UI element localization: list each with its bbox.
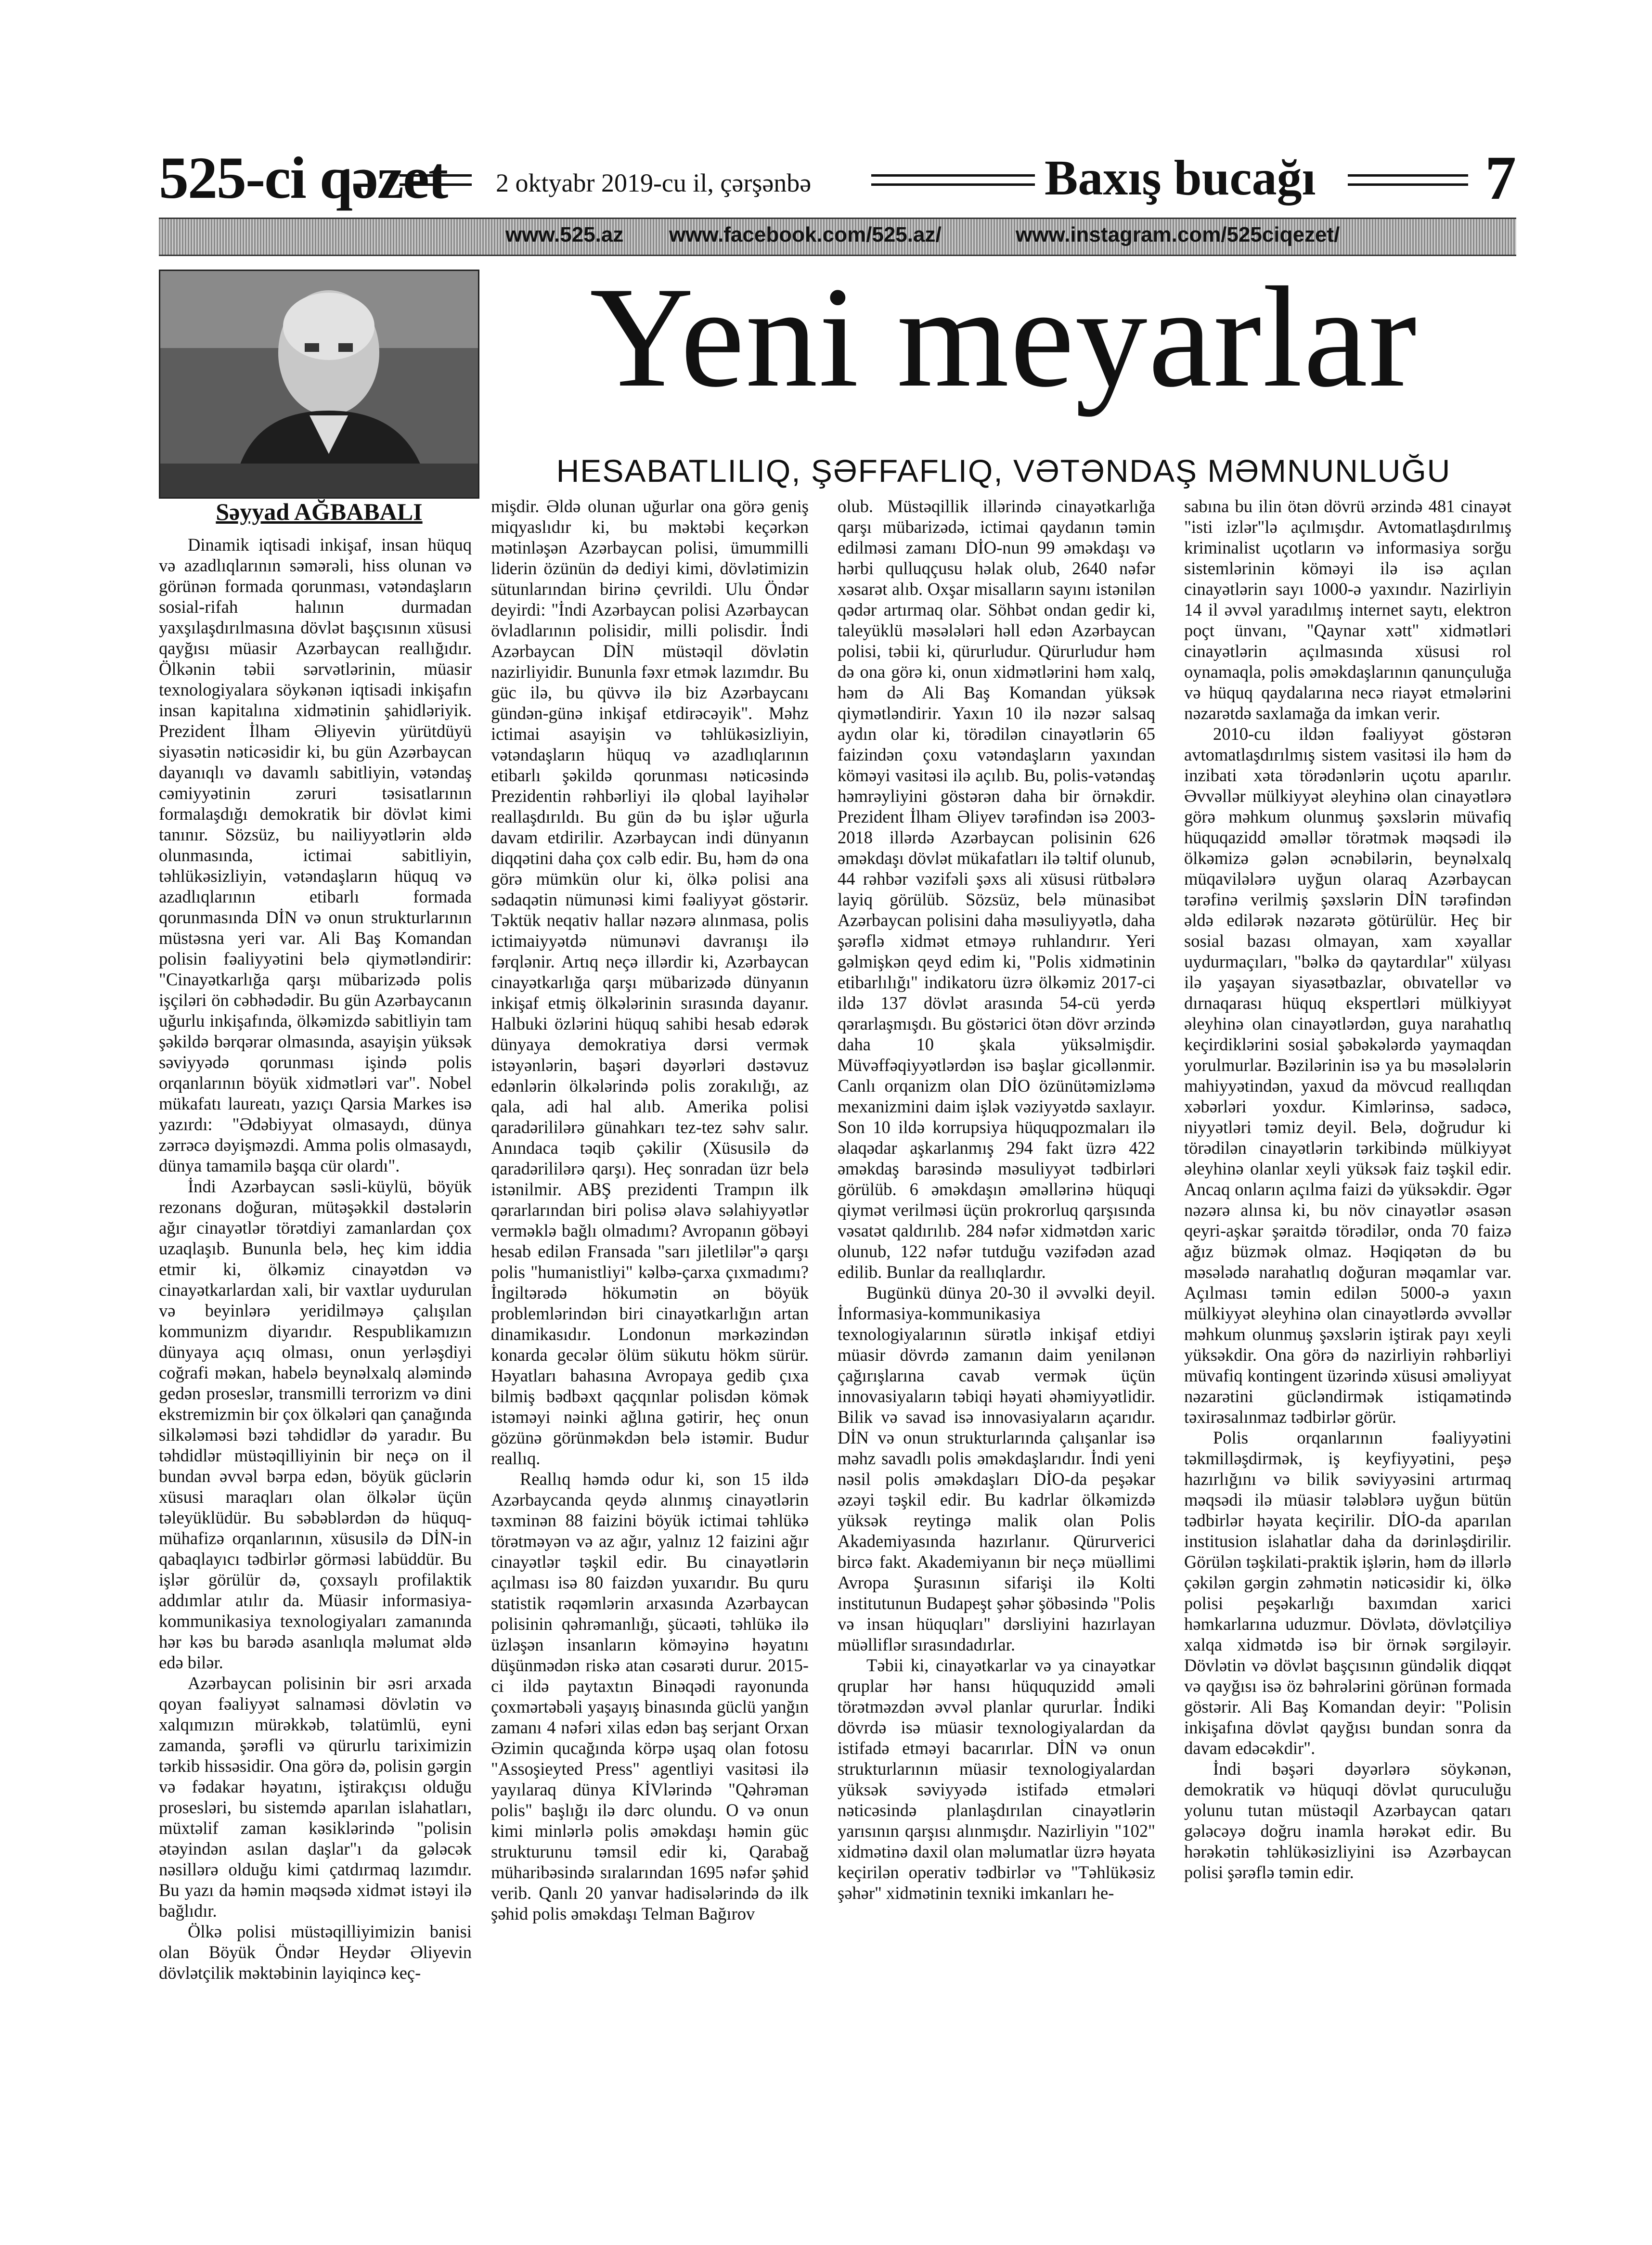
article-column-4 xyxy=(1184,496,1511,2094)
article-title: Yeni meyarlar xyxy=(589,257,1418,417)
article-column-3 xyxy=(838,496,1155,2094)
article-column-2 xyxy=(491,496,809,2094)
masthead-rule xyxy=(400,174,472,186)
article-column-1 xyxy=(159,534,472,2094)
paragraph: İndi bəşəri dəyərlərə söykənən, demokratik və hüquqi dövlət quruculuğu yolunu tutan müstəqil Azərbaycan qatarı gələcəyə doğru inamla hərəkət edir. Bu hərəkətin təhlükəsizliyini isə Azərbaycan polisi şərəflə təmin edir. xyxy=(1184,1759,1511,1882)
website-url: www.525.az xyxy=(505,223,624,246)
page-number: 7 xyxy=(1485,143,1516,213)
paragraph: mişdir. Əldə olunan uğurlar ona görə geniş miqyaslıdır ki, bu məktəbi keçərkən mətinləşən Azərbaycan polisi, ümummilli liderin özünün də dediyi kimi, dövlətimizin sütunlarından birinə çevrildi. Ulu Öndər deyirdi: "İndi Azərbaycan polisi Azərbaycan övladlarının polisidir, milli polisdir. İndi Azərbaycan DİN müstəqil dövlətin nazirliyidir. Bununla fəxr etmək lazımdır. Bu güc ilə, bu qüvvə ilə biz Azərbaycanı gündən-günə inkişaf etdirəcəyik". Məhz ictimai asayişin və təhlükəsizliyin, vətəndaşların hüquq və azadlıqlarının etibarlı şəkildə qorunması nəticəsində Prezidentin rəhbərliyi ilə qlobal layihələr reallaşdırıldı. Bu gün də bu işlər uğurla davam etdirilir. Azərbaycan indi dünyanın diqqətini daha çox cəlb edir. Bu, həm də ona görə mümkün olur ki, ölkə polisi ana sədaqətin nümunəsi kimi fəaliyyət göstərir. Təktük neqativ hallar nəzərə alınmasa, polis ictimaiyyətdə nümunəvi davranışı ilə fərqlənir. Artıq neçə illərdir ki, Azərbaycan cinayətkarlığa qarşı mübarizədə dünyanın inkişaf etmiş ölkələrinin sırasında dayanır. Halbuki özlərini hüquq sahibi hesab edərək dünyaya demokratiya dərsi vermək istəyənlərin, başəri dəyərləri dəstəvuz edənlərin ölkələrində polis zorakılığı, az qala, adi hal alıb. Amerika polisi qaradərililərə günahkarı tez-tez səhv salır. Anındaca təqib çəkilir (Xüsusilə də qaradərililərə qarşı). Heç sonradan üzr belə istənilmir. ABŞ prezidenti Trampın ilk qərarlarından biri polisə əlavə səlahiyyətlər verməklə bağlı olmadımı? Avropanın göbəyi hesab edilən Fransada "sarı jiletlilər"ə qarşı polis "humanistliyi" kəlbə-çarxa çıxmadımı? İngiltərədə hökumətin ən böyük problemlərindən biri cinayətkarlığın artan dinamikasıdır. Londonun mərkəzindən konarda gecələr ölüm sükutu hökm sürür. Həyatları bahasına Avropaya gedib çıxa bilmiş bədbəxt qaçqınlar polisdən kömək istəməyi nəinki ağlına gətirir, heç onun gözünə görünməkdən belə istəmir. Budur reallıq. xyxy=(491,496,809,1468)
paragraph: Dinamik iqtisadi inkişaf, insan hüquq və azadlıqlarının səmərəli, hiss olunan və görünən formada qorunması, vətəndaşların sosial-rifah halının durmadan yaxşılaşdırılmasına dövlət başçısının xüsusi qayğısı müasir Azərbaycan reallığıdır. Ölkənin təbii sərvətlərinin, müasir texnologiyalara söykənən iqtisadi inkişafın insan kapitalına xidmətinin şahidləriyik. Prezident İlham Əliyevin yürütdüyü siyasətin nəticəsidir ki, bu gün Azərbaycan dayanıqlı və davamlı sabitliyin, vətəndaş cəmiyyətinin zəruri təsisatlarının formalaşdığı demokratik bir dövlət kimi tanınır. Sözsüz, bu nailiyyətlərin əldə olunmasında, ictimai sabitliyin, təhlükəsizliyin, vətəndaşların hüquq və azadlıqlarının etibarlı formada qorunmasında DİN və onun strukturlarının müstəsna yeri var. Ali Baş Komandan polisin fəaliyyətini belə qiymətləndirir: "Cinayətkarlığa qarşı mübarizədə polis işçiləri ön cəbhədədir. Bu gün Azərbaycanın uğurlu inkişafında, ölkəmizdə sabitliyin tam şəkildə bərqərar olmasında, asayişin yüksək səviyyədə qorunması işində polis orqanlarının böyük xidmətləri var". Nobel mükafatı laureatı, yazıçı Qarsia Markes isə yazırdı: "Ədəbiyyat olmasaydı, dünya zərrəcə dəyişməzdi. Amma polis olmasaydı, dünya tamamilə başqa cür olardı". xyxy=(159,535,472,1175)
author-photo xyxy=(159,270,479,499)
paragraph: Polis orqanlarının fəaliyyətini təkmilləşdirmək, iş keyfiyyətini, peşə hazırlığını və bilik səviyyəsini artırmaq məqsədi ilə müasir tələblərə uyğun bütün tədbirlər həyata keçirilir. DİO-da aparılan institusion islahatlar daha da dərinləşdirilir. Görülən təşkilati-praktik işlərin, həm də illərlə çəkilən gərgin zəhmətin nəticəsidir ki, ölkə polisi peşəkarlığı baxımdan xarici həmkarlarına uduzmur. Dövlətə, dövlətçiliyə xalqa xidmətdə isə bir örnək sərgiləyir. Dövlətin və dövlət başçısının gündəlik diqqət və qayğısı isə öz bəhrələrini görünən formada göstərir. Ali Baş Komandan deyir: "Polisin inkişafına dövlət qayğısı bundan sonra da davam edəcəkdir". xyxy=(1184,1428,1511,1758)
paragraph: Reallıq həmdə odur ki, son 15 ildə Azərbaycanda qeydə alınmış cinayətlərin təxminən 88 faizini böyük ictimai təhlükə törətməyən və az ağır, yalnız 12 faizini ağır cinayətlər təşkil edir. Bu cinayətlərin açılması isə 80 faizdən yuxarıdır. Bu quru statistik rəqəmlərin arxasında Azərbaycan polisinin qəhrəmanlığı, şücaəti, təhlükə ilə üzləşən insanların köməyinə həyatını düşünmədən riskə atan cəsarəti durur. 2015-ci ildə paytaxtın Binəqədi rayonunda çoxmərtəbəli yaşayış binasında güclü yanğın zamanı 4 nəfəri xilas edən baş serjant Orxan Əzimin qucağında körpə uşaq olan fotosu "Assoşieyted Press" agentliyi vasitəsi ilə yayılaraq dünya KİVlərində "Qəhrəman polis" başlığı ilə dərc olundu. O və onun kimi minlərlə polis əməkdaşı həmin güc strukturunu təmsil edir ki, Qarabağ müharibəsində sıralarından 1695 nəfər şəhid verib. Qanlı 20 yanvar hadisələrində də ilk şəhid polis əməkdaşı Telman Bağırov xyxy=(491,1469,809,1923)
paragraph: Azərbaycan polisinin bir əsri arxada qoyan fəaliyyət salnaməsi dövlətin və xalqımızın mürəkkəb, təlatümlü, eyni zamanda, şərəfli və qürurlu tariximizin tərkib hissəsidir. Ona görə də, polisin gərgin və fədakar həyatını, iştirakçısı olduğu prosesləri, bu sistemdə aparılan islahatları, müxtəlif zaman kəsiklərində "polisin ətəyindən asılan daşlar"ı da gələcək nəsillərə olduğu kimi çatdırmaq lazımdır. Bu yazı da həmin məqsədə xidmət istəyi ilə bağlıdır. xyxy=(159,1673,472,1921)
author-name: Səyyad AĞBABALI xyxy=(216,498,423,525)
paragraph: olub. Müstəqillik illərində cinayətkarlığa qarşı mübarizədə, ictimai qaydanın təmin edilməsi zamanı DİO-nun 99 əməkdaşı və hərbi qulluqçusu həlak olub, 2640 nəfər xəsarət alıb. Oxşar misalların sayını istənilən qədər artırmaq olar. Söhbət ondan gedir ki, taleyüklü məsələləri həll edən Azərbaycan polisi, təbii ki, qürurludur. Qürurludur həm də ona görə ki, onun xidmətlərini həm xalq, həm də Ali Baş Komandan yüksək qiymətləndirir. Yaxın 10 ilə nəzər salsaq aydın olar ki, törədilən cinayətlərin 65 faizindən çoxu vətəndaşların yaxından köməyi vasitəsi ilə açılıb. Bu, polis-vətəndaş həmrəyliyini göstərən daha bir örnəkdir. Prezident İlham Əliyev tərəfindən isə 2003-2018 illərdə Azərbaycan polisinin 626 əməkdaşı dövlət mükafatları ilə təltif olunub, 44 rəhbər vəzifəli şəxs ali xüsusi rütbələrə layiq görülüb. Sözsüz, belə münasibət Azərbaycan polisini daha məsuliyyətlə, daha şərəflə xidmət etməyə ruhlandırır. Yeri gəlmişkən qeyd edim ki, "Polis xidmətinin etibarlılığı" indikatoru üzrə ölkəmiz 2017-ci ildə 137 dövlət arasında 54-cü yerdə qərarlaşmışdı. Bu göstərici ötən dövr ərzində daha 10 şkala yüksəlmişdir. Müvəffəqiyyətlərdən isə başlar gicəllənmir. Canlı orqanizm olan DİO özünütəmizləmə mexanizmini daim işlək vəziyyətdə saxlayır. Son 10 ildə korrupsiya hüquqpozmaları ilə əlaqədar aşkarlanmış 294 fakt üzrə 422 əməkdaş barəsində məsuliyyət tədbirləri görülüb. 6 əməkdaşın əməllərinə hüquqi qiymət verilməsi üçün prokrorluq qarşısında vəsatət qaldırılıb. 284 nəfər xidmətdən xaric olunub, 122 nəfər tutduğu vəzifədən azad edilib. Bunlar da reallıqlardır. xyxy=(838,496,1155,1282)
paragraph: Bugünkü dünya 20-30 il əvvəlki deyil. İnformasiya-kommunikasiya texnologiyalarının sürətlə inkişaf etdiyi müasir dövrdə zamanın daim yenilənən çağırışlarına cavab vermək üçün innovasiyaların təbiqi həyati əhəmiyyətlidir. Bilik və savad isə innovasiyaların açarıdır. DİN və onun strukturlarında çalışanlar isə məhz savadlı polis əməkdaşlarıdır. İndi yeni nəsil polis əməkdaşları DİO-da peşəkar əzəyi təşkil edir. Bu kadrlar ölkəmizdə yüksək reytingə malik olan Polis Akademiyasında hazırlanır. Qürurverici bircə fakt. Akademiyanın bir neçə müəllimi Avropa Şurasının sifarişi ilə Kolti institutunun Budapeşt şəhər şöbəsində "Polis və insan hüquqları" dərsliyini hazırlayan müəlliflər sırasındadırlar. xyxy=(838,1283,1155,1654)
masthead-rule xyxy=(871,174,1035,186)
paragraph: 2010-cu ildən fəaliyyət göstərən avtomatlaşdırılmış sistem vasitəsi ilə həm də inzibati xəta törədənlərin uçotu aparılır. Əvvəllər mülkiyyət əleyhinə olan cinayətlərə görə məhkum olunmuş şəxslərin müvafiq hüquqazidd əməllər törətmək məqsədi ilə ölkəmizə gələn əcnəbilərin, beynəlxalq müqavilələrə uyğun olaraq Azərbaycan tərəfinə verilmiş şəxslərin DİN tərəfindən əldə edilərək nəzarətə götürülür. Heç bir sosial bazası olmayan, xam xəyallar uydurmaçıları, "bəlkə də qaytardılar" xülyası ilə yaşayan siyasətbazlar, obıvatellər və dırnaqarası hüquq ekspertləri mülkiyyət əleyhinə olan cinayətlərdən, guya narahatlıq keçirdiklərini sosial şəbəkələrdə yaymaqdan yorulmurlar. Bəzilərinin isə ya bu məsələlərin mahiyyətindən, yaxud da mövcud reallıqdan xəbərləri yoxdur. Kimlərinsə, sadəcə, niyyətləri təmiz deyil. Belə, doğrudur ki törədilən cinayətlərin tərkibində mülkiyyət əleyhinə olanlar xeyli yüksək faiz təşkil edir. Ancaq onların açılma faizi də yüksəkdir. Əgər nəzərə alınsa ki, bu növ cinayətlər əsasən qeyri-aşkar şəraitdə törədilər, onda 70 faizə ağız büzmək olmaz. Həqiqətən də bu məsələdə narahatlıq doğuran məqamlar var. Açılması təmin edilən 5000-ə yaxın mülkiyyət əleyhinə olan cinayətlərdə əvvəllər məhkum olunmuş şəxslərin iştirak payı xeyli yüksəkdir. Ona görə də nazirliyin rəhbərliyi müvafiq kontingent üzərində xüsusi əməliyyat nəzarətini gücləndirmək istiqamətində təxirəsalınmaz tədbirlər görür. xyxy=(1184,724,1511,1427)
paragraph: Ölkə polisi müstəqilliyimizin banisi olan Böyük Öndər Heydər Əliyevin dövlətçilik məktəbinin layiqincə keç- xyxy=(159,1922,472,1983)
paragraph: Təbii ki, cinayətkarlar və ya cinayətkar qruplar hər hansı hüququzidd əməli törətməzdən əvvəl planlar qururlar. İndiki dövrdə isə müasir texnologiyalardan da istifadə etməyi bacarırlar. DİN və onun strukturlarının müasir texnologiyalardan yüksək səviyyədə istifadə etmələri nəticəsində planlaşdırılan cinayətlərin yarısının qarşısı alınmışdır. Nazirliyin "102" xidmətinə daxil olan məlumatlar üzrə həyata keçirilən operativ tədbirlər və "Təhlükəsiz şəhər" xidmətinin texniki imkanları he- xyxy=(838,1655,1155,1903)
newspaper-name: 525-ci qəzet xyxy=(159,145,448,211)
paragraph: İndi Azərbaycan səsli-küylü, böyük rezonans doğuran, mütəşəkkil dəstələrin ağır cinayətlər törətdiyi zamanlardan çox uzaqlaşıb. Bununla belə, heç kim iddia etmir ki, ölkəmiz cinayətdən və cinayətkarlardan xali, bir vaxtlar uydurulan və beyinlərə yeridilməyə çalışılan kommunizm diyarıdır. Respublikamızın dünyaya açıq olması, onun yerləşdiyi coğrafi məkan, habelə beynəlxalq aləmində gedən proseslər, transmilli terrorizm və dini ekstremizmin bir çox ölkələri qan çanağında silkələməsi bəzi təhdidlər də yaradır. Bu təhdidlər müstəqilliyinin bir neçə on il bundan əvvəl bərpa edən, böyük güclərin xüsusi maraqları olan ölkələr üçün təleyüklüdür. Bu səbəblərdən də hüquq-mühafizə orqanlarının, xüsusilə də DİN-in qabaqlayıcı tədbirlər görməsi labüddür. Bu işlər görülür də, çoxsaylı profilaktik addımlar atılır da. Müasir informasiya-kommunikasiya texnologiyaları zamanında hər kəs bu barədə asanlıqla məlumat əldə edə bilər. xyxy=(159,1176,472,1672)
article-subtitle: HESABATLILIQ, ŞƏFFAFLIQ, VƏTƏNDAŞ MƏMNUNLUĞU xyxy=(556,453,1451,489)
paragraph: sabına bu ilin ötən dövrü ərzində 481 cinayət "isti izlər"lə açılmışdır. Avtomatlaşdırılmış kriminalist uçotların və informasiya sorğu sistemlərinin köməyi ilə isə açılan cinayətlərin sayı 1000-ə yaxındır. Nazirliyin 14 il əvvəl yaradılmış internet saytı, elektron poçt ünvanı, "Qaynar xətt" xidmətləri cinayətlərin açılmasında xüsusi rol oynamaqla, polis əməkdaşlarının qanunçuluğa və hüquq qaydalarına necə riayət etmələrini nəzarətdə saxlamağa da imkan verir. xyxy=(1184,496,1511,723)
masthead xyxy=(159,144,1516,212)
masthead-rule xyxy=(1348,174,1468,186)
instagram-url: www.instagram.com/525ciqezet/ xyxy=(1016,223,1340,246)
issue-date: 2 oktyabr 2019-cu il, çərşənbə xyxy=(496,168,812,197)
section-title: Baxış bucağı xyxy=(1045,150,1316,206)
facebook-url: www.facebook.com/525.az/ xyxy=(669,223,942,246)
